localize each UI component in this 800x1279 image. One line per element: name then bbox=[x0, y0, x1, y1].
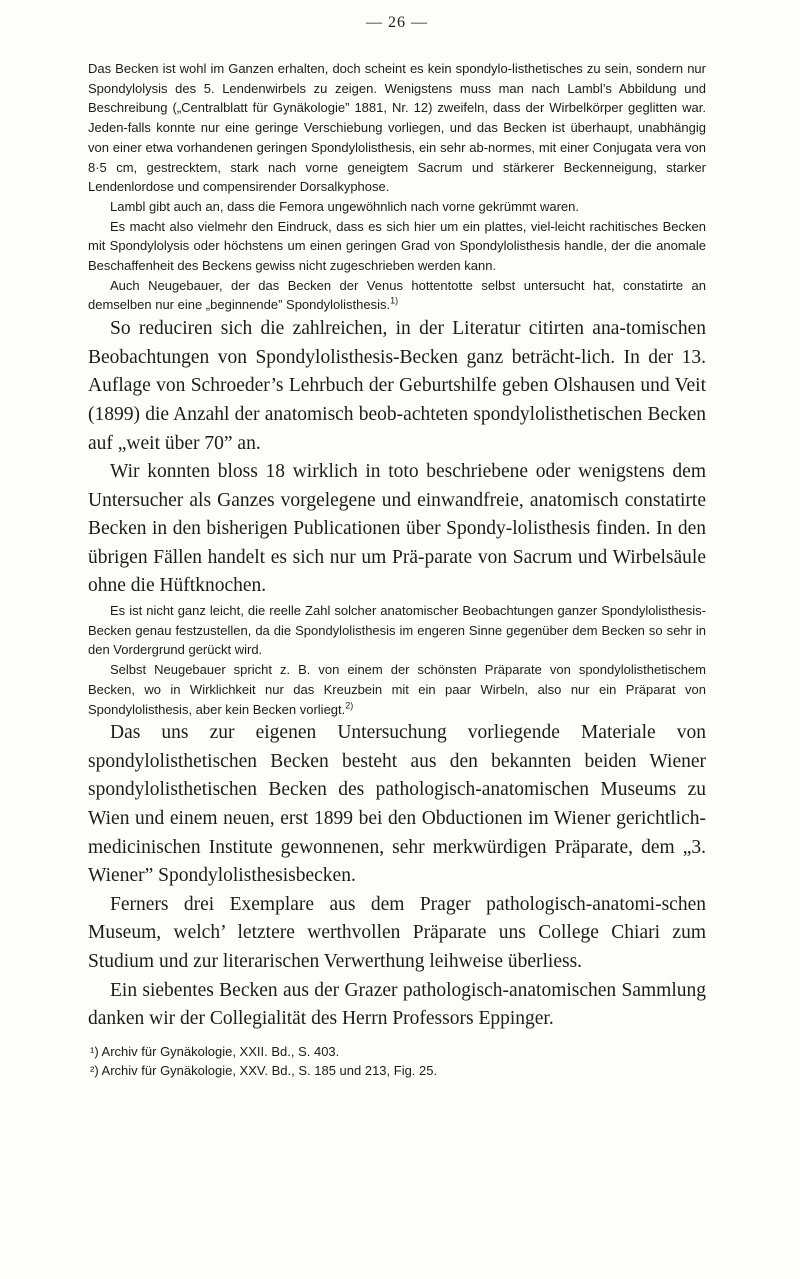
footnote-2: ²) Archiv für Gynäkologie, XXV. Bd., S. 185 und 213, Fig. 25. bbox=[90, 1062, 438, 1078]
footnote-ref-1: 1) bbox=[390, 296, 399, 307]
page bbox=[88, 10, 706, 1080]
paragraph-lambl-femora: Lambl gibt auch an, dass die Femora ungewöhnlich nach vorne gekrümmt waren. bbox=[110, 198, 579, 214]
paragraph-impression: Es macht also vielmehr den Eindruck, dass es sich hier um ein plattes, viel-leicht rachitisches Becken mit Spondylolysis oder höchstens um einen geringen Grad von Spondylolisthesis handle, der die anomale Beschaffenheit des Beckens gewiss nicht zugeschrieben werden kann. bbox=[88, 218, 706, 274]
paragraph-eighteen-pelves: Wir konnten bloss 18 wirklich in toto beschriebene oder wenigstens dem Untersucher als Ganzes vorgelegene und einwandfreie, anatomisch constatirte Becken in den bisherigen Publicationen über Spondy-lolisthesis finden. In den übrigen Fällen handelt es sich nur um Prä-parate von Sacrum und Wirbelsäule ohne die Hüftknochen. bbox=[88, 461, 706, 597]
paragraph-graz: Ein siebentes Becken aus der Grazer pathologisch-anatomischen Sammlung danken wir der Collegialität des Herrn Professors Eppinger. bbox=[88, 979, 706, 1030]
paragraph-neugebauer-preparation-text: Selbst Neugebauer spricht z. B. von einem der schönsten Präparate von spondylolisthetischem Becken, wo in Wirklichkeit nur das Kreuzbein mit ein paar Wirbeln, also nur ein Präparat von Spondylolisthesis, aber kein Becken vorliegt. bbox=[88, 662, 706, 717]
paragraph-neugebauer bbox=[88, 276, 706, 315]
footnote-1: ¹) Archiv für Gynäkologie, XXII. Bd., S. 403. bbox=[90, 1043, 340, 1059]
paragraph-material: Das uns zur eigenen Untersuchung vorliegende Materiale von spondylolisthetischen Becken besteht aus den bekannten beiden Wiener spondylolisthetischen Becken des pathologisch-anatomischen Museums zu Wien und einem neuen, erst 1899 bei den Obductionen im Wiener gerichtlich-medicinischen Institute gewonnenen, sehr merkwürdigen Präparate, dem „3. Wiener” Spondylolisthesisbecken. bbox=[88, 722, 706, 887]
paragraph-neugebauer-preparation bbox=[88, 660, 706, 719]
paragraph-neugebauer-text: Auch Neugebauer, der das Becken der Venus hottentotte selbst untersucht hat, constatirte an demselben nur eine „beginnende” Spondylolisthesis. bbox=[88, 277, 706, 313]
paragraph-lambl-description: Das Becken ist wohl im Ganzen erhalten, doch scheint es kein spondylo-listhetisches zu sein, sondern nur Spondylolysis des 5. Lendenwirbels zu zeigen. Wenigstens muss man nach Lambl’s Abbildung und Beschreibung („Centralblatt für Gynäkologie” 1881, Nr. 12) zweifeln, dass der Wirbelkörper geglitten war. Jeden-falls konnte nur eine geringe Verschiebung vorliegen, und das Becken ist überhaupt, unabhängig von einer etwa vorhandenen geringen Spondylolisthesis, ein sehr ab-normes, mit einer Conjugata vera von 8·5 cm, gestrecktem, stark nach vorne geneigtem Sacrum und stärkerer Beckenneigung, starker Lendenlordose und compensirender Dorsalkyphose. bbox=[88, 61, 706, 195]
paragraph-prague: Ferners drei Exemplare aus dem Prager pathologisch-anatomi-schen Museum, welch’ letztere werthvollen Präparate uns College Chiari zum Studium und zur literarischen Verwerthung leihweise überliess. bbox=[88, 893, 706, 973]
page-number: — 26 — bbox=[366, 14, 428, 31]
footnotes bbox=[88, 1042, 706, 1080]
paragraph-literature: So reduciren sich die zahlreichen, in der Literatur citirten ana-tomischen Beobachtungen von Spondylolisthesis-Becken ganz beträcht-lich. In der 13. Auflage von Schroeder’s Lehrbuch der Geburtshilfe geben Olshausen und Veit (1899) die Anzahl der anatomisch beob-achteten spondylolisthetischen Becken auf „weit über 70” an. bbox=[88, 318, 706, 454]
footnote-ref-2: 2) bbox=[345, 700, 354, 711]
paragraph-difficulty: Es ist nicht ganz leicht, die reelle Zahl solcher anatomischer Beobachtungen ganzer Spondylolisthesis-Becken genau festzustellen, da die Spondylolisthesis im engeren Sinne gegenüber dem Becken so sehr in den Vordergrund gerückt wird. bbox=[88, 603, 706, 658]
